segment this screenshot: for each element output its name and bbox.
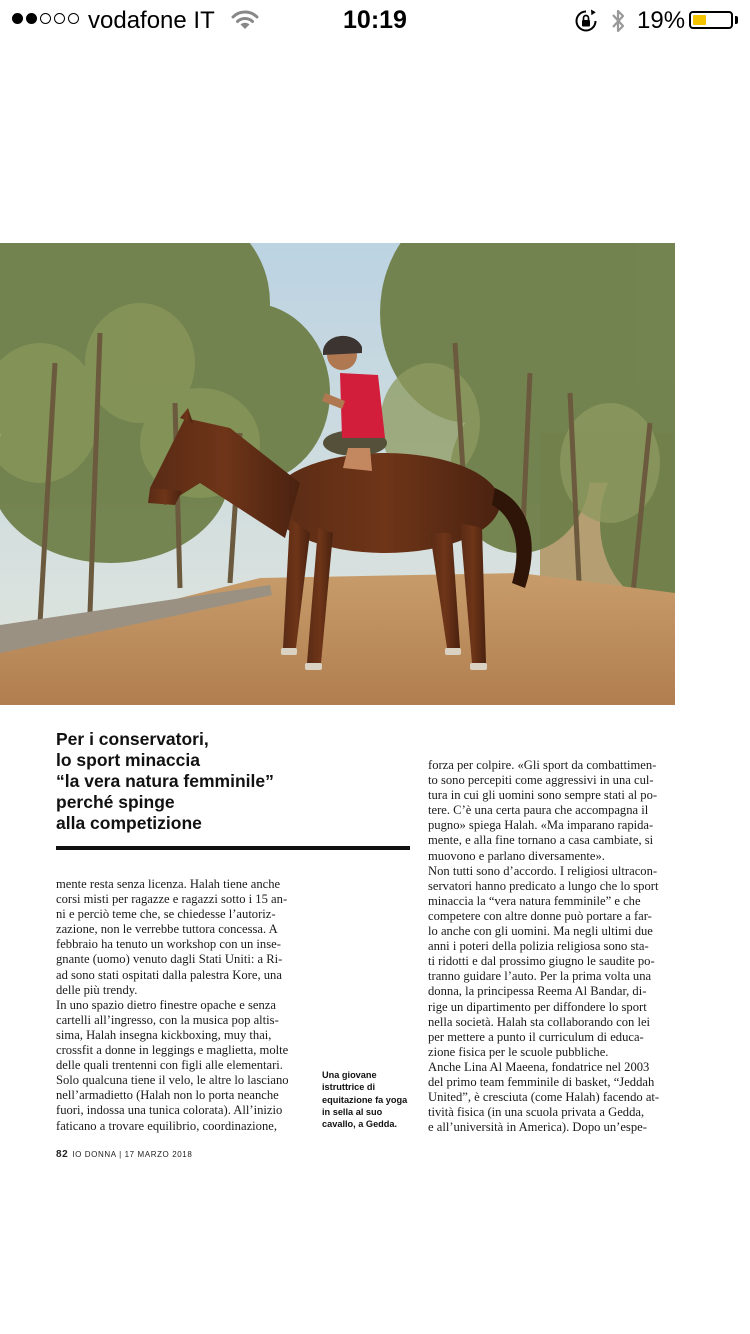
headline-line: alla competizione	[56, 813, 202, 833]
publication-info: IO DONNA | 17 MARZO 2018	[72, 1150, 193, 1159]
body-column-right	[428, 758, 676, 1135]
caption-line: istruttrice di	[322, 1082, 376, 1093]
battery-cap	[735, 16, 738, 24]
carrier-name: vodafone IT	[88, 7, 215, 34]
caption-line: Una giovane	[322, 1070, 377, 1080]
body-line: servatori hanno predicato a lungo che lo sport	[428, 878, 659, 893]
body-line: muovono e parlano diversamente».	[428, 848, 605, 863]
body-line: zazione, non le verrebbe tuttora concessa. A	[56, 922, 278, 937]
headline-line: perché spinge	[56, 792, 175, 812]
headline-line: Per i conservatori,	[56, 729, 209, 749]
headline-rule	[56, 846, 410, 850]
body-line: Non tutti sono d’accordo. I religiosi ultracon-	[428, 863, 658, 878]
body-line: mente, e alla fine tornano a casa cambiate, si	[428, 833, 654, 848]
battery-level	[693, 15, 706, 25]
body-line: gnante (uomo) venuto dagli Stati Uniti: a Ri-	[56, 952, 283, 967]
body-line: tura in cui gli uomini sono sempre stati al po-	[428, 788, 658, 803]
body-line: corsi misti per ragazze e ragazzi sotto i 15 an-	[56, 892, 288, 907]
body-line: Anche Lina Al Maeena, fondatrice nel 2003	[428, 1059, 650, 1074]
body-line: mente resta senza licenza. Halah tiene anche	[56, 877, 281, 891]
body-line: del primo team femminile di basket, “Jeddah	[428, 1074, 655, 1089]
body-line: febbraio ha tenuto un workshop con un inse-	[56, 937, 281, 952]
body-line: fuori, indossa una tunica colorata). All’inizio	[56, 1103, 283, 1118]
body-line: zione fisica per le scuole pubbliche.	[428, 1044, 609, 1059]
body-line: per mettere a punto il curriculum di educa-	[428, 1029, 644, 1044]
rotation-lock-icon	[574, 9, 598, 38]
body-line: anni i poteri della polizia religiosa sono sta-	[428, 939, 649, 954]
body-line: forza per colpire. «Gli sport da combattimen-	[428, 758, 657, 772]
body-line: lo anche con gli uomini. Ma negli ultimi due	[428, 924, 653, 939]
battery-icon	[689, 11, 733, 29]
body-line: nella società. Halah sta collaborando con lei	[428, 1014, 651, 1029]
body-line: rige un dipartimento per diffondere lo sport	[428, 999, 647, 1014]
body-line: Solo qualcuna tiene il velo, le altre lo lasciano	[56, 1073, 289, 1088]
body-line: delle quali trentenni con figli alle elementari.	[56, 1058, 283, 1073]
body-line: tere. C’è una certa paura che accompagna il	[428, 803, 649, 818]
bluetooth-icon	[610, 8, 626, 39]
body-line: crossfit a donne in leggings e maglietta, molte	[56, 1043, 289, 1058]
caption-line: cavallo, a Gedda.	[322, 1119, 398, 1130]
page-folio	[56, 1149, 192, 1160]
body-line: ni e perciò teme che, se chiedesse l’autoriz-	[56, 907, 276, 922]
body-line: delle più trendy.	[56, 982, 138, 997]
page-number: 82	[56, 1149, 69, 1160]
headline-line: lo sport minaccia	[56, 750, 200, 770]
body-line: e all’università in America). Dopo un’espe-	[428, 1120, 647, 1135]
body-line: to sono percepiti come aggressivi in una cul-	[428, 773, 654, 788]
body-line: cartelli all’ingresso, con la musica pop altis-	[56, 1012, 279, 1027]
body-line: competere con altre donne può portare a far-	[428, 908, 652, 923]
headline-line: “la vera natura femminile”	[56, 771, 274, 791]
caption-line: in sella al suo	[322, 1106, 383, 1117]
article-headline	[56, 729, 376, 834]
body-line: pugno» spiega Halah. «Ma imparano rapida-	[428, 818, 654, 833]
body-line: minaccia la “vera natura femminile” e che	[428, 893, 641, 908]
status-bar	[0, 0, 750, 40]
body-line: donna, la principessa Reema Al Bandar, di-	[428, 984, 647, 999]
body-column-left	[56, 877, 304, 1134]
clock: 10:19	[343, 6, 407, 34]
body-line: sima, Halah insegna kickboxing, muy thai,	[56, 1027, 272, 1042]
body-line: nell’armadietto (Halah non lo porta neanche	[56, 1088, 279, 1103]
body-line: faticano a trovare equilibrio, coordinazione,	[56, 1118, 277, 1133]
body-line: ti ridotti e dal prossimo giugno le saudite po-	[428, 954, 655, 969]
photo-caption	[322, 1069, 414, 1130]
body-line: United”, è cresciuta (come Halah) facendo at-	[428, 1090, 660, 1105]
article-photo	[0, 243, 675, 705]
caption-line: equitazione fa yoga	[322, 1094, 408, 1105]
battery-percentage: 19%	[637, 7, 686, 34]
body-line: tranno guidare l’auto. Per la prima volta una	[428, 969, 652, 984]
body-line: In uno spazio dietro finestre opache e senza	[56, 997, 276, 1012]
body-line: ad sono stati ospitati dalla palestra Kore, una	[56, 967, 282, 982]
body-line: tività fisica (in una scuola privata a Gedda,	[428, 1105, 645, 1120]
